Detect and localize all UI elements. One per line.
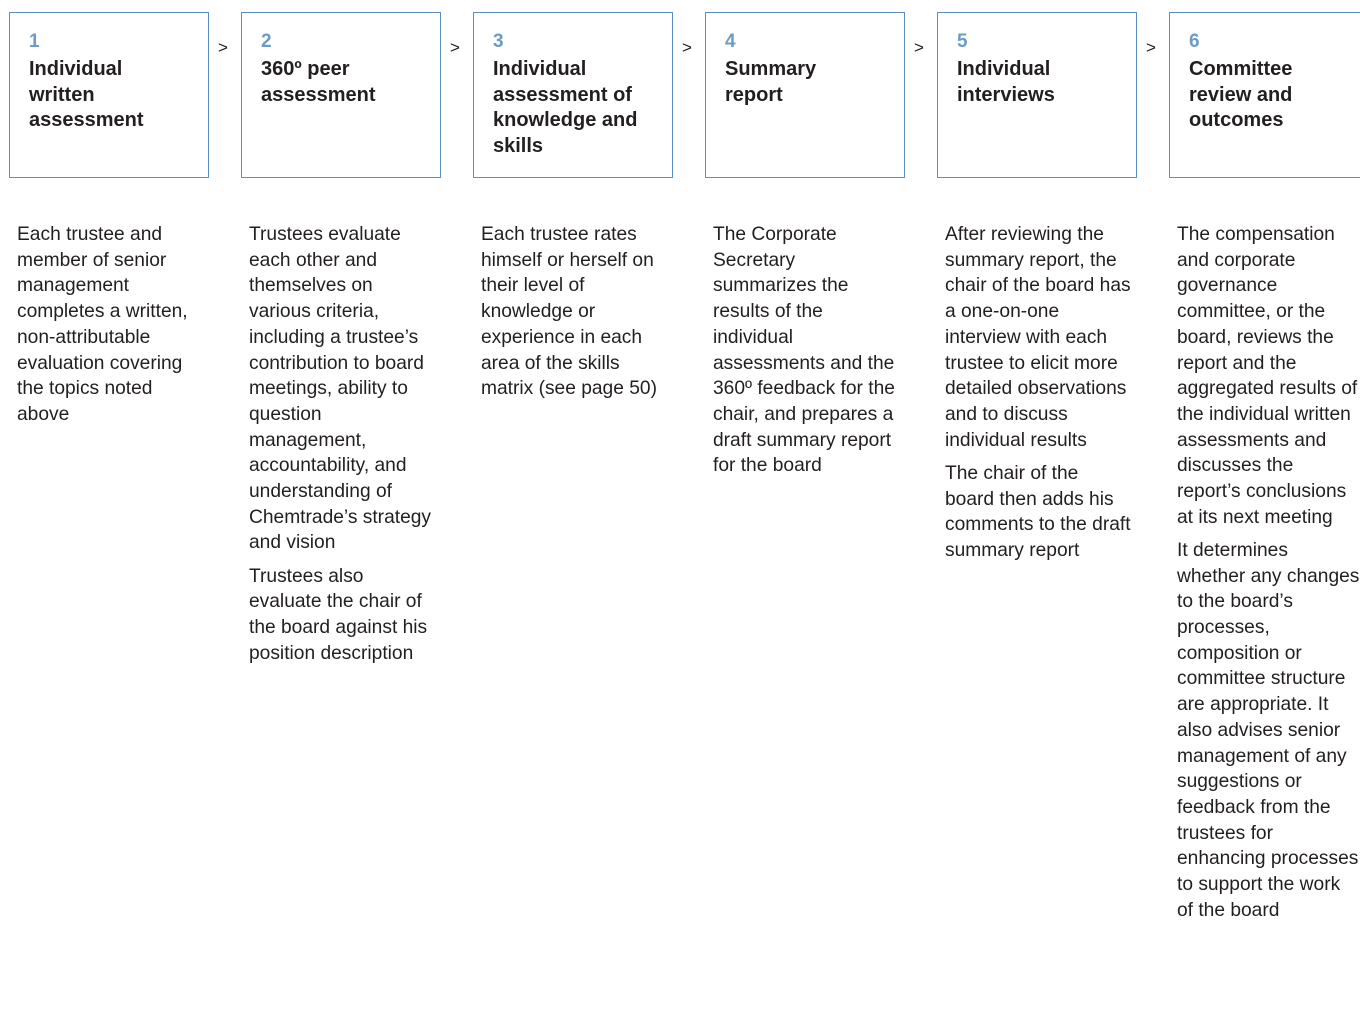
step-2-paragraph-1: Trustees evaluate each other and themselves on various criteria, including a trustee’s contribution to board meetings, ability to question management, accountability, and understanding of Chemtrade’s strategy and vision xyxy=(249,224,432,554)
step-3-box xyxy=(473,12,673,178)
step-5-description xyxy=(945,222,1131,571)
step-1-number: 1 xyxy=(29,31,40,52)
flow-arrow-3: > xyxy=(682,38,692,57)
step-5-number: 5 xyxy=(957,31,968,52)
flow-arrow-2: > xyxy=(450,38,460,57)
step-4-paragraph-1: The Corporate Secretary summarizes the results of the individual assessments and the 360º feedback for the chair, and prepares a draft summary report for the board xyxy=(713,224,895,477)
step-5-paragraph-2: The chair of the board then adds his comments to the draft summary report xyxy=(945,462,1131,561)
step-6-box xyxy=(1169,12,1360,178)
step-4-box xyxy=(705,12,905,178)
step-2-box xyxy=(241,12,441,178)
flow-arrow-1: > xyxy=(218,38,228,57)
step-5-paragraph-1: After reviewing the summary report, the chair of the board has a one-on-one interview with each trustee to elicit more detailed observations and to discuss individual results xyxy=(945,224,1131,451)
step-4-number: 4 xyxy=(725,31,736,52)
step-1-paragraph-1: Each trustee and member of senior management completes a written, non-attributable evaluation covering the topics noted above xyxy=(17,224,188,425)
step-6-number: 6 xyxy=(1189,31,1200,52)
flow-arrow-4: > xyxy=(914,38,924,57)
step-2-title: 360º peer assessment xyxy=(261,58,376,106)
step-1-description xyxy=(17,222,203,435)
step-6-title: Committee review and outcomes xyxy=(1189,58,1293,131)
step-3-number: 3 xyxy=(493,31,504,52)
step-1-title: Individual written assessment xyxy=(29,58,144,131)
step-3-paragraph-1: Each trustee rates himself or herself on their level of knowledge or experience in each area of the skills matrix (see page 50) xyxy=(481,224,657,400)
step-1-box xyxy=(9,12,209,178)
step-2-description xyxy=(249,222,435,674)
step-2-number: 2 xyxy=(261,31,272,52)
step-3-title: Individual assessment of knowledge and skills xyxy=(493,58,638,157)
step-3-description xyxy=(481,222,667,409)
step-4-title: Summary report xyxy=(725,58,817,106)
step-5-title: Individual interviews xyxy=(957,58,1055,106)
step-6-description xyxy=(1177,222,1360,931)
step-4-description xyxy=(713,222,899,487)
step-6-paragraph-1: The compensation and corporate governance committee, or the board, reviews the report and the aggregated results of the individual written assessments and discusses the report’s conclusions at its next meeting xyxy=(1177,224,1358,528)
flow-arrow-5: > xyxy=(1146,38,1156,57)
step-5-box xyxy=(937,12,1137,178)
step-2-paragraph-2: Trustees also evaluate the chair of the board against his position description xyxy=(249,565,428,664)
step-6-paragraph-2: It determines whether any changes to the board’s processes, composition or committee structure are appropriate. It also advises senior management of any suggestions or feedback from the trustees for enhancing processes to support the work of the board xyxy=(1177,539,1360,921)
